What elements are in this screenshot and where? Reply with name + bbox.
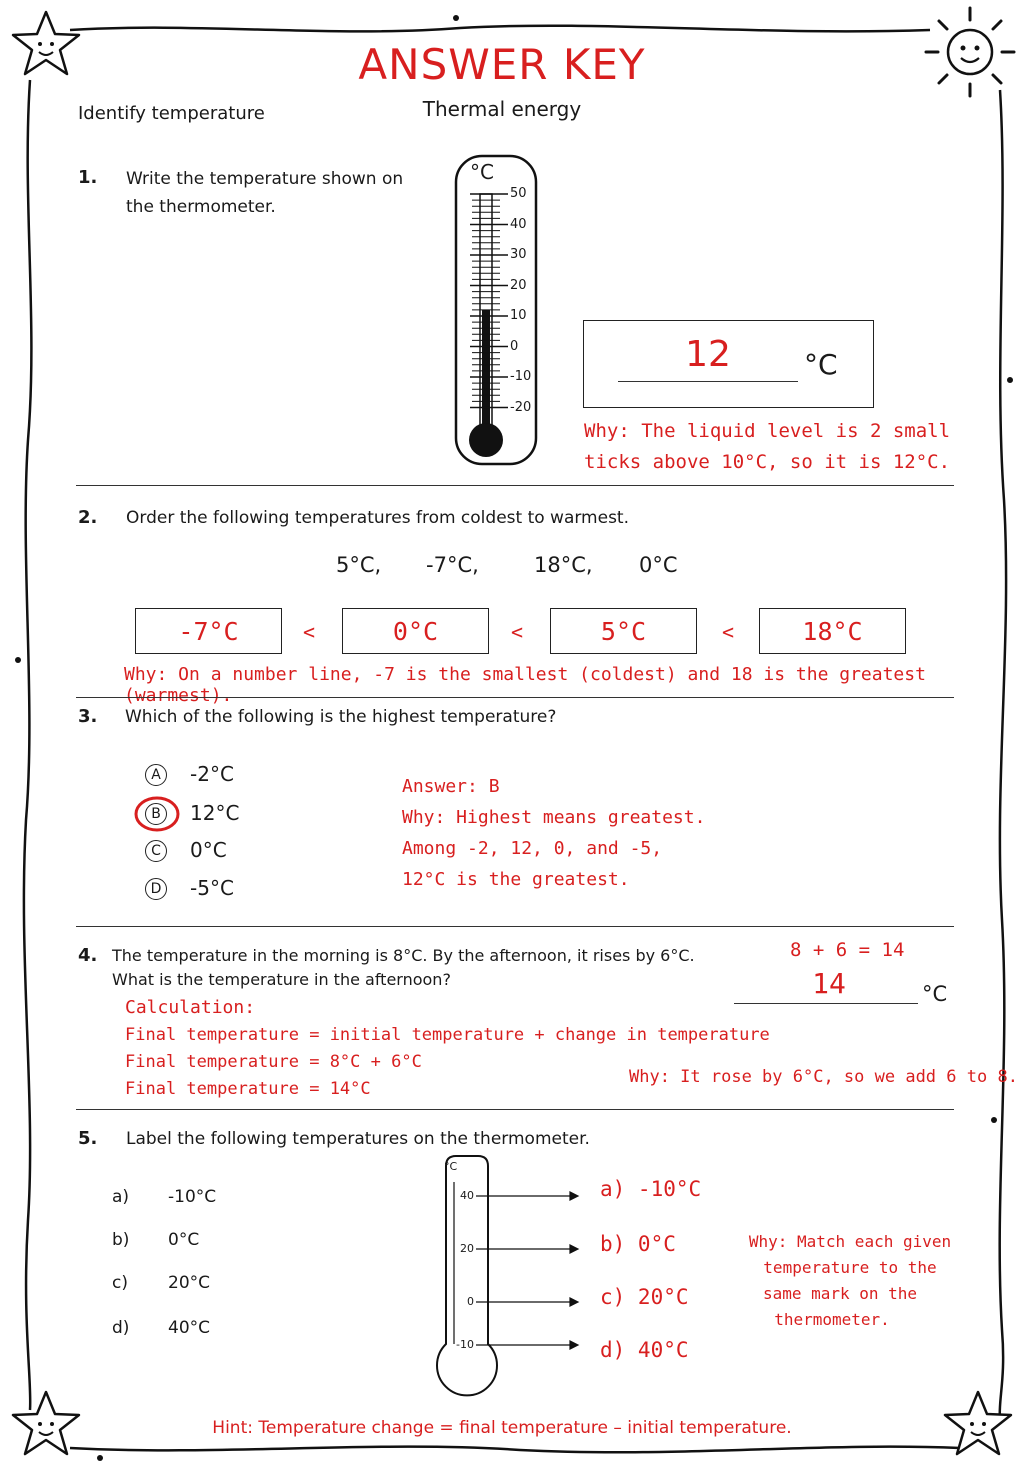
thermometer-unit-label: °C xyxy=(470,160,494,184)
question-text: What is the temperature in the afternoon? xyxy=(112,970,451,989)
item-value: 40°C xyxy=(168,1318,211,1338)
label-answer: b) 0°C xyxy=(600,1232,676,1256)
question-text: Write the temperature shown on xyxy=(126,169,404,189)
section-divider xyxy=(76,926,954,927)
option-value: -5°C xyxy=(190,876,234,900)
scale-label: 20 xyxy=(510,277,527,293)
option-value: 0°C xyxy=(190,838,227,862)
explanation-line: same mark on the xyxy=(762,1284,918,1303)
option-letter[interactable]: C xyxy=(145,840,167,862)
given-temperature: -7°C, xyxy=(426,553,479,577)
scale-label: 10 xyxy=(510,308,527,323)
thermometer xyxy=(454,154,538,466)
question-text: the thermometer. xyxy=(126,197,276,217)
order-answer-box: 0°C xyxy=(342,608,489,654)
question-text: Which of the following is the highest temperature? xyxy=(125,707,557,727)
explanation-line: Why: Match each given xyxy=(748,1232,952,1251)
scale-label: 40 xyxy=(460,1189,474,1202)
option-letter[interactable]: D xyxy=(145,878,167,900)
answer-line xyxy=(734,1003,918,1004)
explanation-line: 12°C is the greatest. xyxy=(402,869,630,890)
arrowhead-icon xyxy=(570,1192,578,1200)
order-answer-box: -7°C xyxy=(135,608,282,654)
thermometer-unit-label: °C xyxy=(444,1160,458,1173)
scale-label: -20 xyxy=(510,399,532,415)
answer-unit: °C xyxy=(804,348,838,381)
page-title: ANSWER KEY xyxy=(358,40,646,89)
question-number: 3. xyxy=(78,706,98,727)
given-temperature: 0°C xyxy=(639,553,678,577)
calculation-line: Final temperature = initial temperature + change in temperature xyxy=(125,1025,770,1045)
less-than-sign: < xyxy=(511,620,524,644)
explanation-line: Why: It rose by 6°C, so we add 6 to 8. xyxy=(629,1067,1018,1087)
question-number: 5. xyxy=(78,1128,98,1149)
calculation-label: Calculation: xyxy=(125,997,256,1018)
scale-label: 40 xyxy=(510,216,527,232)
answer-label: Answer: B xyxy=(402,776,500,797)
explanation-line: temperature to the xyxy=(763,1258,937,1277)
option-value: 12°C xyxy=(190,801,240,825)
option-letter[interactable]: B xyxy=(145,803,167,825)
arrowhead-icon xyxy=(570,1245,578,1253)
worksheet-topic: Identify temperature xyxy=(78,103,265,124)
item-value: -10°C xyxy=(168,1187,217,1207)
explanation-line: Why: Highest means greatest. xyxy=(402,807,706,828)
calculation-line: Final temperature = 8°C + 6°C xyxy=(125,1052,422,1072)
option-letter[interactable]: A xyxy=(145,764,167,786)
worksheet-subject: Thermal energy xyxy=(422,97,582,121)
item-letter: a) xyxy=(112,1187,130,1207)
explanation-line: ticks above 10°C, so it is 12°C. xyxy=(584,451,951,473)
explanation-line: Why: The liquid level is 2 small xyxy=(584,420,951,442)
question-number: 4. xyxy=(78,945,98,966)
option-value: -2°C xyxy=(190,762,234,786)
scale-label: -10 xyxy=(510,369,532,384)
section-divider xyxy=(76,1109,954,1110)
arrowhead-icon xyxy=(570,1341,578,1349)
section-divider xyxy=(76,697,954,698)
item-value: 0°C xyxy=(168,1230,200,1250)
label-answer: a) -10°C xyxy=(600,1177,702,1201)
item-letter: b) xyxy=(112,1230,130,1250)
question-text: The temperature in the morning is 8°C. By the afternoon, it rises by 6°C. xyxy=(112,946,695,965)
sum-working: 8 + 6 = 14 xyxy=(790,939,905,961)
less-than-sign: < xyxy=(303,620,316,644)
item-letter: d) xyxy=(112,1318,130,1338)
label-answer: d) 40°C xyxy=(600,1338,689,1362)
answer-line xyxy=(618,381,798,382)
calculation-line: Final temperature = 14°C xyxy=(125,1079,371,1099)
question-number: 1. xyxy=(78,167,98,188)
explanation-line: thermometer. xyxy=(774,1310,890,1329)
arrowhead-icon xyxy=(570,1298,578,1306)
given-temperature: 18°C, xyxy=(534,553,593,577)
order-answer-box: 5°C xyxy=(550,608,697,654)
scale-label: 0 xyxy=(510,338,519,354)
answer-value: 12 xyxy=(685,334,731,375)
answer-value: 14 xyxy=(812,967,846,1000)
question-text: Order the following temperatures from coldest to warmest. xyxy=(126,508,630,528)
label-answer: c) 20°C xyxy=(600,1285,689,1309)
scale-label: 50 xyxy=(510,186,527,201)
question-number: 2. xyxy=(78,507,98,528)
section-divider xyxy=(76,485,954,486)
explanation-line: Why: On a number line, -7 is the smallest (coldest) and 18 is the greatest (warmest). xyxy=(124,664,926,706)
item-letter: c) xyxy=(112,1273,128,1293)
scale-label: -10 xyxy=(456,1338,474,1351)
scale-label: 20 xyxy=(460,1242,474,1255)
question-text: Label the following temperatures on the thermometer. xyxy=(126,1129,590,1149)
less-than-sign: < xyxy=(722,620,735,644)
scale-label: 0 xyxy=(467,1295,474,1308)
given-temperature: 5°C, xyxy=(336,553,382,577)
order-answer-box: 18°C xyxy=(759,608,906,654)
hint-text: Hint: Temperature change = final temperature – initial temperature. xyxy=(212,1418,792,1438)
explanation-line: Among -2, 12, 0, and -5, xyxy=(402,838,663,859)
answer-unit: °C xyxy=(922,982,948,1006)
item-value: 20°C xyxy=(168,1273,211,1293)
scale-label: 30 xyxy=(510,247,527,262)
